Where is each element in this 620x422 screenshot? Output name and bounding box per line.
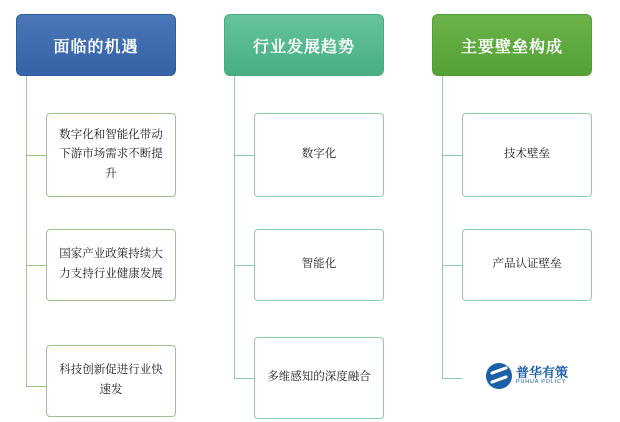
diagram-column-opportunities: [16, 0, 176, 422]
column-header-trends: 行业发展趋势: [224, 14, 384, 76]
branch-connector: [442, 155, 462, 156]
node-trends-2: 智能化: [254, 229, 384, 301]
brand-logo: [462, 352, 592, 400]
branch-spine-opportunities: [26, 76, 27, 386]
logo-mark-icon: [486, 363, 512, 389]
branch-connector: [26, 265, 46, 266]
node-opportunities-3: 科技创新促进行业快速发: [46, 345, 176, 417]
logo-text-cn: 普华有策: [515, 365, 568, 381]
branch-connector: [26, 386, 46, 387]
node-opportunities-2: 国家产业政策持续大力支持行业健康发展: [46, 229, 176, 301]
column-header-opportunities: 面临的机遇: [16, 14, 176, 76]
branch-connector: [442, 378, 462, 379]
diagram-column-trends: [224, 0, 384, 422]
logo-text-en: PUHUA POLICY: [515, 378, 567, 385]
branch-spine-barriers: [442, 76, 443, 378]
node-trends-3: 多维感知的深度融合: [254, 337, 384, 419]
diagram-column-barriers: [432, 0, 592, 422]
branch-connector: [442, 265, 462, 266]
branch-connector: [234, 265, 254, 266]
node-trends-1: 数字化: [254, 113, 384, 197]
branch-connector: [234, 155, 254, 156]
node-barriers-2: 产品认证壁垒: [462, 229, 592, 301]
branch-connector: [234, 378, 254, 379]
branch-spine-trends: [234, 76, 235, 378]
node-barriers-1: 技术壁垒: [462, 113, 592, 197]
node-opportunities-1: 数字化和智能化带动下游市场需求不断提升: [46, 113, 176, 197]
column-header-barriers: 主要壁垒构成: [432, 14, 592, 76]
branch-connector: [26, 155, 46, 156]
